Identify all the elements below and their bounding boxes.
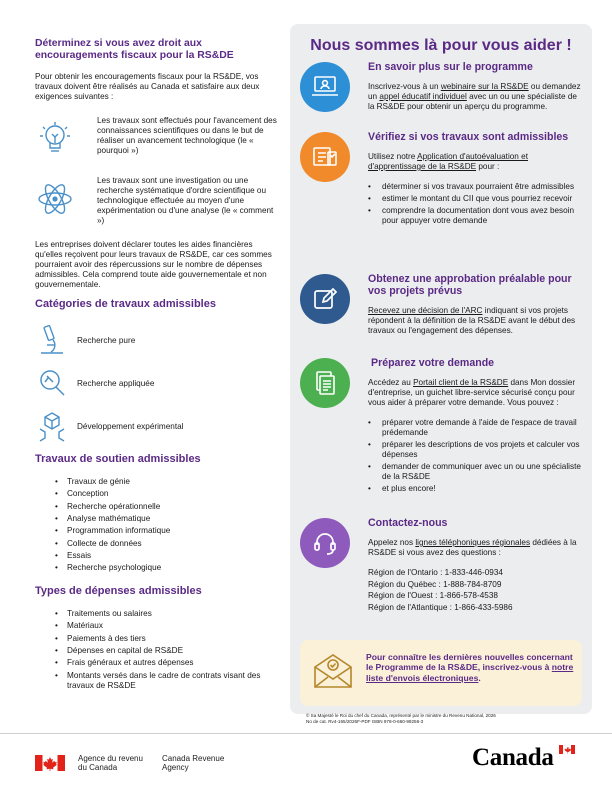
text-run: .: [478, 672, 481, 683]
list-item: • Travaux de génie: [55, 477, 281, 487]
left-column: [35, 38, 281, 693]
list-item: • préparer votre demande à l'aide de l'espace de travail prédemande: [368, 418, 582, 438]
text-run: Accédez au: [368, 377, 414, 387]
phone-ontario: Région de l'Ontario : 1-833-446-0934: [368, 567, 503, 577]
step-text: [368, 306, 582, 336]
magnifier-icon: [35, 366, 77, 403]
cra-decision-link[interactable]: Recevez une décision de l'ARC: [368, 305, 483, 315]
mailing-list-link[interactable]: notre liste d'envois électroniques: [366, 662, 574, 683]
step-heading: En savoir plus sur le programme: [368, 61, 533, 73]
text-run: Pour connaître les dernières nouvelles concernant le Programme de la RS&DE, inscrivez-vous à: [366, 652, 573, 673]
agency-fr-line: du Canada: [78, 762, 118, 772]
list-item: • estimer le montant du CII que vous pourriez recevoir: [368, 194, 582, 204]
text-run: Inscrivez-vous à un: [368, 81, 441, 91]
canada-wordmark: Canada: [472, 744, 554, 771]
edit-icon: [300, 274, 350, 324]
text-run: dédiées à la RS&DE si vous avez des questions :: [368, 537, 577, 557]
help-panel: [290, 24, 592, 714]
support-list: [35, 477, 281, 574]
list-item: • déterminer si vos travaux pourraient être admissibles: [368, 182, 582, 192]
step-text: [368, 152, 582, 172]
category-applied-research: [35, 364, 281, 404]
list-item: • Collecte de données: [55, 539, 281, 549]
list-item: • Matériaux: [55, 621, 281, 631]
laptop-icon: [300, 62, 350, 112]
document-icon: [300, 358, 350, 408]
list-item: • Traitements ou salaires: [55, 609, 281, 619]
agency-en-line: Agency: [162, 762, 189, 772]
agency-fr-line: Agence du revenu: [78, 754, 143, 763]
copyright-block: [306, 713, 496, 725]
phone-atlantic: Région de l'Atlantique : 1-866-433-5986: [368, 602, 513, 612]
list-item: • demander de communiquer avec un ou une spécialiste de la RS&DE: [368, 462, 582, 482]
panel-title: Nous sommes là pour vous aider !: [310, 37, 572, 54]
text-run: pour :: [476, 161, 500, 171]
envelope-icon: [312, 652, 354, 693]
checklist-icon: [300, 132, 350, 182]
eligibility-heading: Déterminez si vous avez droit aux encouragements fiscaux pour la RS&DE: [35, 38, 234, 61]
wordmark-flag-icon: [559, 745, 575, 757]
list-item: • Dépenses en capital de RS&DE: [55, 646, 281, 656]
agency-name-en: [162, 755, 224, 773]
criterion-why-text: Les travaux sont effectués pour l'avancement des connaissances scientifiques ou dans le but de réaliser un avancement technologique (le « pourquoi »): [97, 115, 277, 155]
expenses-list: [35, 609, 281, 691]
category-experimental-development: [35, 407, 281, 447]
step-heading: Vérifiez si vos travaux sont admissibles: [368, 131, 569, 143]
list-item: • Programmation informatique: [55, 526, 281, 536]
headset-icon: [300, 518, 350, 568]
microscope-icon: [35, 323, 77, 360]
client-portal-link[interactable]: Portail client de la RS&DE: [413, 377, 509, 387]
list-item: • Montants versés dans le cadre de contrats visant des travaux de RS&DE: [55, 671, 281, 691]
step-bullets: [368, 182, 582, 226]
list-item: • Recherche psychologique: [55, 563, 281, 573]
catalog-line: No de cat. Rv4-165/2026F-PDF ISBN 978-0-660-99256-3: [306, 719, 424, 725]
step-heading: Contactez-nous: [368, 517, 448, 529]
list-item: • Recherche opérationnelle: [55, 502, 281, 512]
list-item: • Analyse mathématique: [55, 514, 281, 524]
list-item: • Conception: [55, 489, 281, 499]
individual-call-link[interactable]: appel éducatif individuel: [379, 91, 467, 101]
list-item: • préparer les descriptions de vos projets et calculer vos dépenses: [368, 440, 582, 460]
text-run: Utilisez notre: [368, 151, 418, 161]
criterion-why: [35, 116, 281, 162]
category-label: Recherche pure: [77, 336, 136, 346]
list-item: • Paiements à des tiers: [55, 634, 281, 644]
agency-en-line: Canada Revenue: [162, 754, 225, 763]
step-bullets: [368, 418, 582, 494]
regional-lines-link[interactable]: lignes téléphoniques régionales: [415, 537, 531, 547]
canada-flag-icon: [35, 755, 65, 774]
cubes-icon: [35, 409, 77, 446]
list-item: • Frais généraux et autres dépenses: [55, 658, 281, 668]
text-run: indiquant si vos projets répondent à la définition de la RS&DE avant le début des travaux ou l'engagement des dépenses.: [368, 305, 576, 335]
list-item: • comprendre la documentation dont vous avez besoin pour appuyer votre demande: [368, 206, 582, 226]
atom-icon: [35, 176, 85, 222]
list-item: • Essais: [55, 551, 281, 561]
lightbulb-icon: [35, 116, 85, 162]
newsletter-text: [366, 652, 574, 683]
newsletter-box: [300, 640, 582, 706]
text-run: Appelez nos: [368, 537, 416, 547]
assistance-note: Les entreprises doivent déclarer toutes les aides financières qu'elles reçoivent pour leurs travaux de RS&DE, car ces sommes pourraient avoir des répercussions sur le nombre de dépenses admissibles. Cela comprend toute aide gouvernementale et non gouvernementale.: [35, 239, 272, 289]
categories-heading: Catégories de travaux admissibles: [35, 297, 216, 310]
step-text: [368, 378, 582, 408]
footer-divider: [0, 733, 612, 734]
list-item: • et plus encore!: [368, 484, 582, 494]
text-run: ou demandez un: [368, 81, 581, 101]
webinar-link[interactable]: webinaire sur la RS&DE: [440, 81, 529, 91]
category-pure-research: [35, 321, 281, 361]
copyright-line: © Sa Majesté le Roi du chef du Canada, représenté par le ministre du Revenu National, 2026: [306, 713, 496, 718]
step-heading: Préparez votre demande: [371, 357, 495, 369]
text-run: dans Mon dossier d'entreprise, un guichet libre-service sécurisé conçu pour vous aider à préparer votre demande. Vous pouvez :: [368, 377, 576, 407]
eligibility-intro: Pour obtenir les encouragements fiscaux pour la RS&DE, vos travaux doivent être réalisés au Canada et satisfaire aux deux exigences suivantes :: [35, 71, 260, 101]
self-assessment-app-link[interactable]: Application d'autoévaluation et d'apprentissage de la RS&DE: [368, 151, 528, 171]
text-run: avec un ou une spécialiste de la RS&DE pour obtenir un aperçu du programme.: [368, 91, 577, 111]
agency-name-fr: [78, 755, 143, 773]
phone-quebec: Région du Québec : 1-888-784-8709: [368, 579, 502, 589]
step-text: [368, 538, 582, 558]
step-heading: Obtenez une approbation préalable pour vos projets prévus: [368, 273, 572, 297]
category-label: Développement expérimental: [77, 422, 184, 432]
support-heading: Travaux de soutien admissibles: [35, 453, 201, 466]
step-text: [368, 82, 582, 112]
criterion-how: [35, 176, 281, 226]
phone-list: [368, 568, 582, 613]
criterion-how-text: Les travaux sont une investigation ou une recherche systématique d'ordre scientifique ou technologique effectuée au moyen d'une expérimentation ou d'une analyse (le « comment »): [97, 175, 274, 225]
expenses-heading: Types de dépenses admissibles: [35, 585, 202, 598]
phone-west: Région de l'Ouest : 1-866-578-4538: [368, 591, 498, 601]
category-label: Recherche appliquée: [77, 379, 155, 389]
